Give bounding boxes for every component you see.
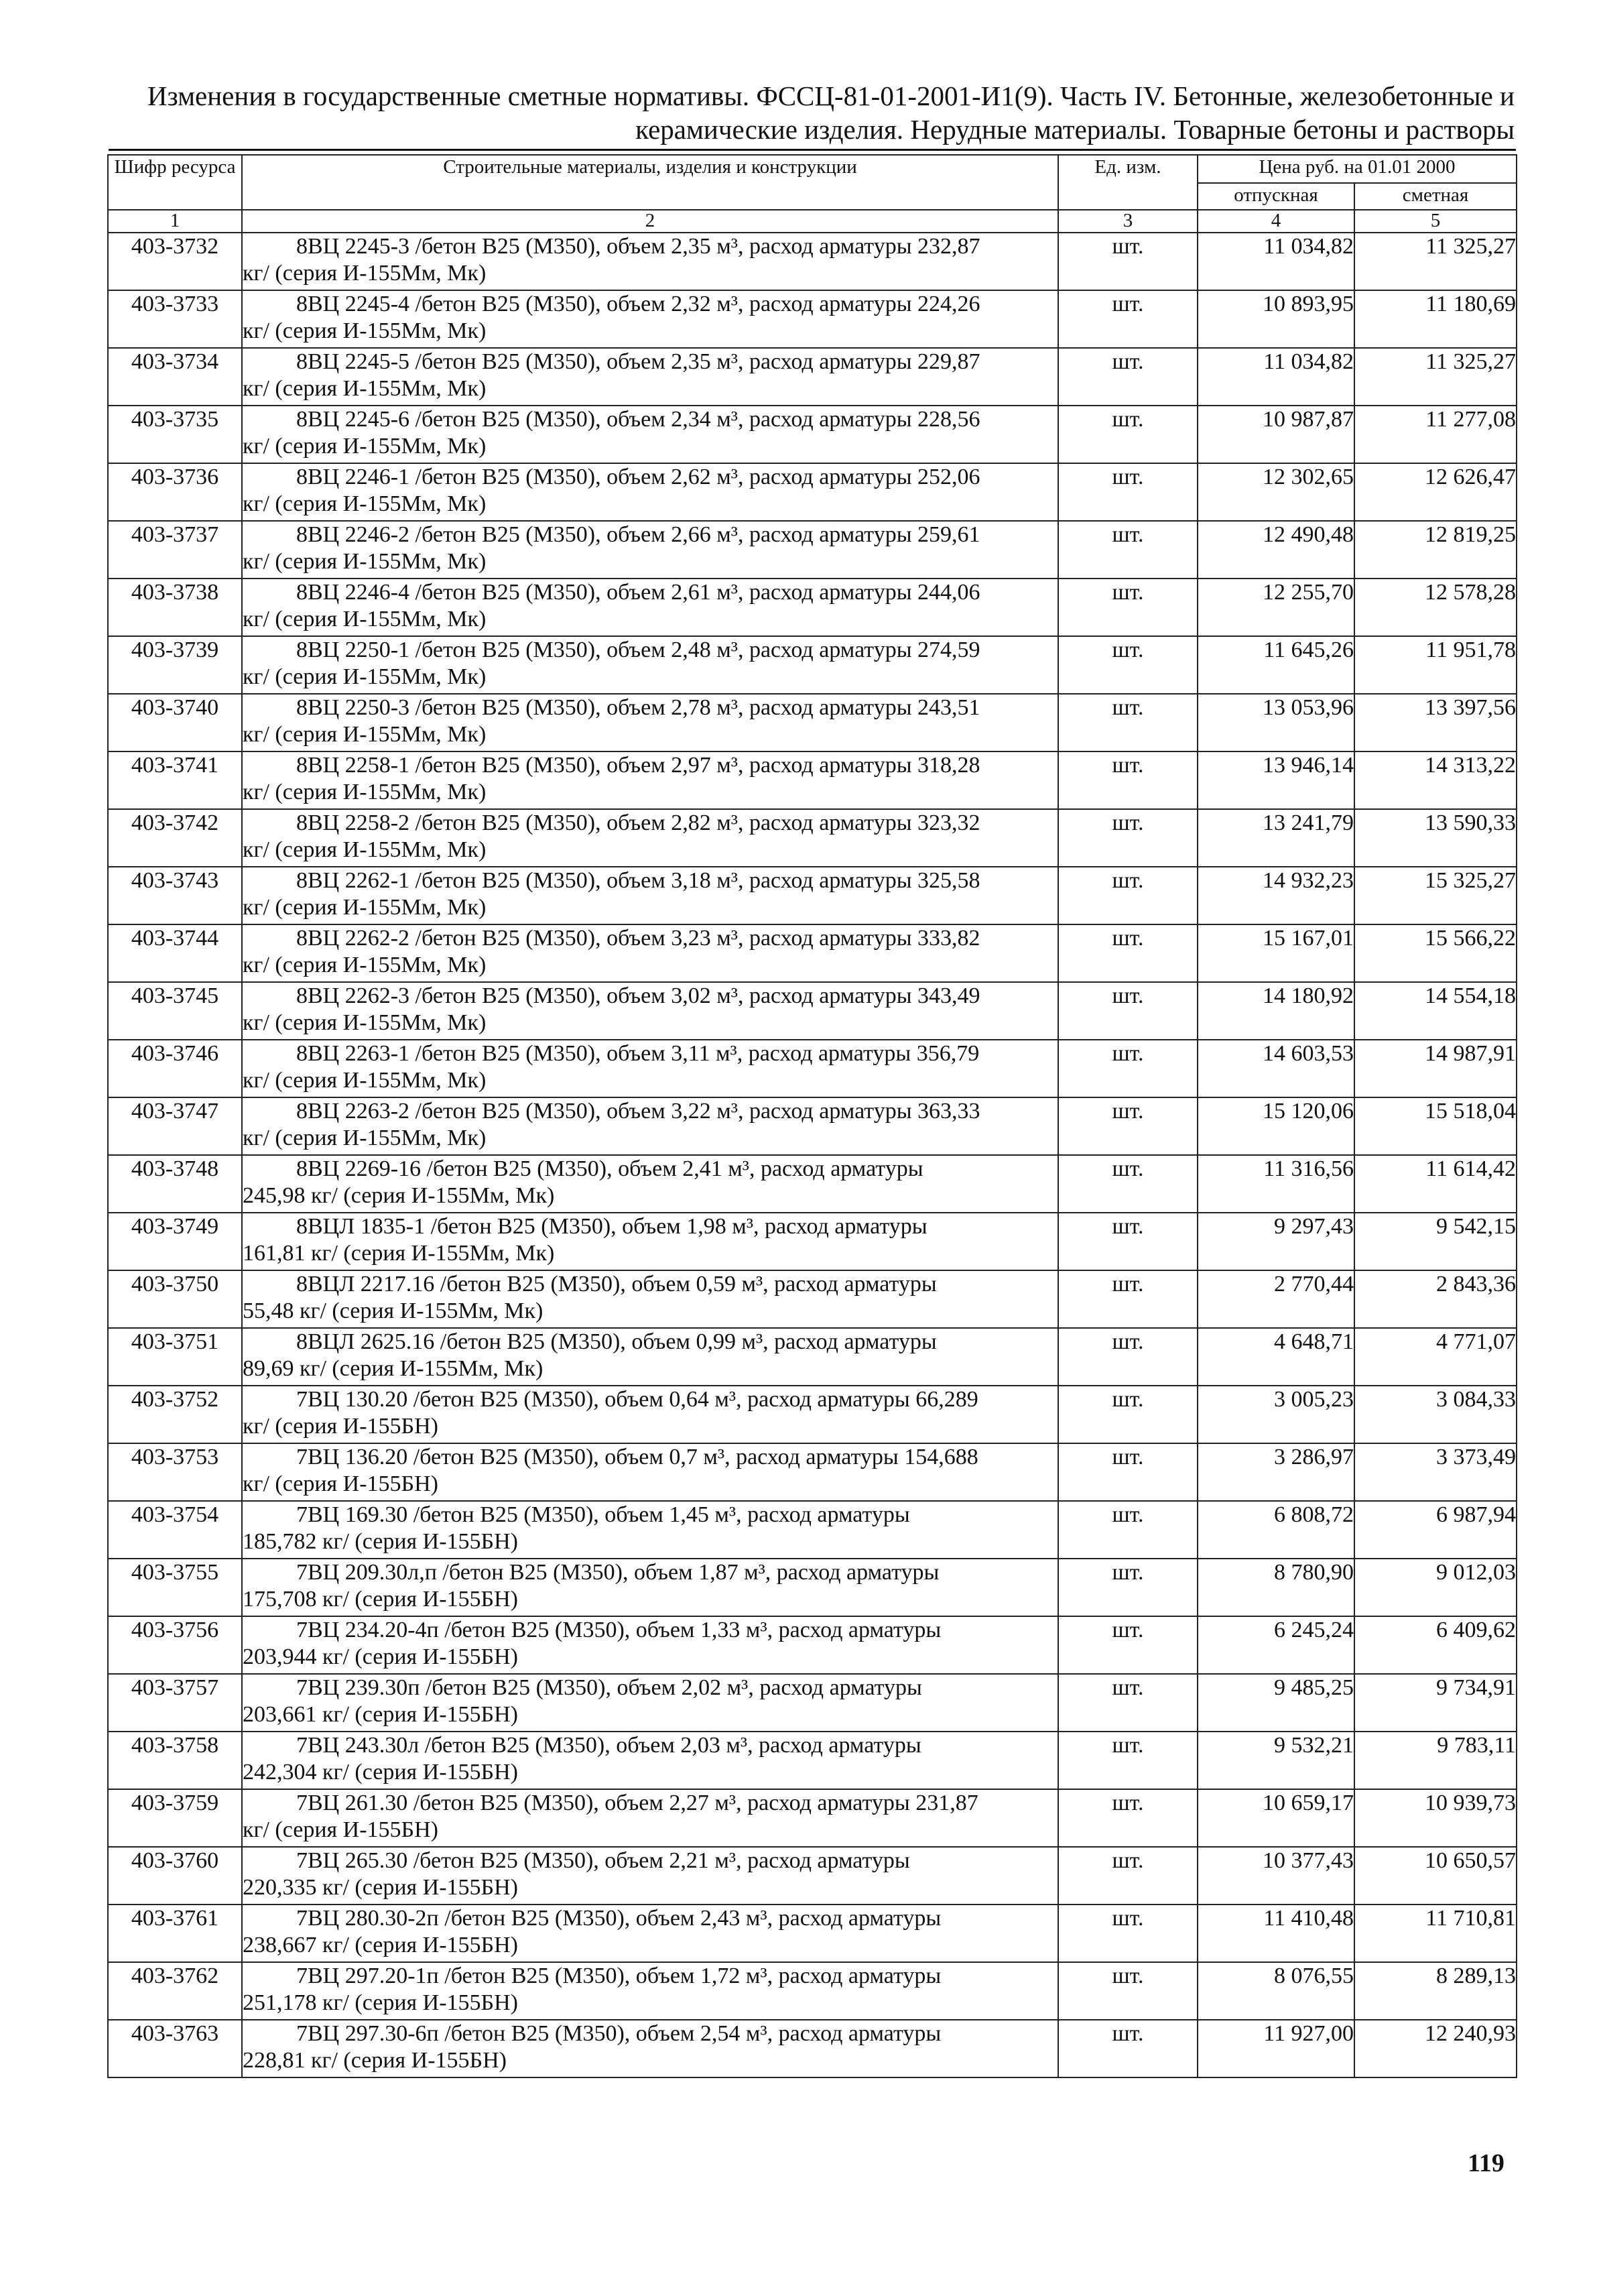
resource-description [242,867,1058,924]
release-price: 12 490,48 [1198,521,1354,579]
unit-of-measure: шт. [1058,348,1198,406]
resource-description [242,1501,1058,1559]
estimate-price: 9 734,91 [1354,1674,1517,1732]
unit-of-measure: шт. [1058,1155,1198,1213]
column-number: 2 [242,210,1058,233]
release-price: 11 927,00 [1198,2020,1354,2077]
column-number: 5 [1354,210,1517,233]
description-line-1: 7ВЦ 209.30л,п /бетон В25 (М350), объем 1,87 м³, расход арматуры [296,1560,940,1585]
table-row [108,406,1517,463]
resource-description [242,1847,1058,1905]
resource-description [242,233,1058,290]
column-number: 4 [1198,210,1354,233]
table-row [108,1847,1517,1905]
unit-of-measure: шт. [1058,406,1198,463]
header-rule [109,149,1516,151]
estimate-price: 15 566,22 [1354,924,1517,982]
page-number: 119 [1468,2149,1505,2177]
table-row [108,1501,1517,1559]
estimate-price: 9 542,15 [1354,1213,1517,1270]
resource-description [242,1213,1058,1270]
table-row [108,867,1517,924]
description-line-2: кг/ (серия И-155Мм, Мк) [243,434,487,459]
estimate-price: 9 012,03 [1354,1559,1517,1616]
estimate-price: 14 313,22 [1354,751,1517,809]
unit-of-measure: шт. [1058,1616,1198,1674]
description-line-2: кг/ (серия И-155Мм, Мк) [243,607,487,631]
description-line-1: 7ВЦ 243.30л /бетон В25 (М350), объем 2,03 м³, расход арматуры [296,1733,921,1758]
release-price: 11 034,82 [1198,233,1354,290]
description-line-2: 220,335 кг/ (серия И-155БН) [243,1875,518,1900]
description-line-1: 8ВЦ 2250-1 /бетон В25 (М350), объем 2,48 м³, расход арматуры 274,59 [296,638,980,662]
table-row [108,809,1517,867]
description-line-1: 8ВЦ 2245-5 /бетон В25 (М350), объем 2,35 м³, расход арматуры 229,87 [296,349,980,374]
resource-description [242,1328,1058,1386]
unit-of-measure: шт. [1058,1501,1198,1559]
description-line-1: 8ВЦ 2262-2 /бетон В25 (М350), объем 3,23 м³, расход арматуры 333,82 [296,926,980,951]
unit-of-measure: шт. [1058,1328,1198,1386]
unit-of-measure: шт. [1058,1732,1198,1789]
resource-code: 403-3740 [108,694,242,751]
release-price: 10 893,95 [1198,290,1354,348]
description-line-2: 203,944 кг/ (серия И-155БН) [243,1644,518,1669]
unit-of-measure: шт. [1058,1847,1198,1905]
description-line-2: кг/ (серия И-155Мм, Мк) [243,722,487,747]
release-price: 15 167,01 [1198,924,1354,982]
resource-description [242,1732,1058,1789]
unit-of-measure: шт. [1058,521,1198,579]
resource-code: 403-3760 [108,1847,242,1905]
resource-code: 403-3758 [108,1732,242,1789]
estimate-price: 12 578,28 [1354,579,1517,636]
release-price: 8 076,55 [1198,1962,1354,2020]
estimate-price: 4 771,07 [1354,1328,1517,1386]
release-price: 14 603,53 [1198,1040,1354,1097]
table-row [108,1905,1517,1962]
table-row [108,579,1517,636]
release-price: 9 532,21 [1198,1732,1354,1789]
resource-code: 403-3759 [108,1789,242,1847]
description-line-2: кг/ (серия И-155Мм, Мк) [243,376,487,401]
resource-description [242,406,1058,463]
release-price: 6 245,24 [1198,1616,1354,1674]
release-price: 11 316,56 [1198,1155,1354,1213]
description-line-1: 8ВЦ 2246-1 /бетон В25 (М350), объем 2,62 м³, расход арматуры 252,06 [296,465,980,489]
estimate-price: 10 650,57 [1354,1847,1517,1905]
description-line-2: 251,178 кг/ (серия И-155БН) [243,1990,518,2015]
estimate-price: 11 180,69 [1354,290,1517,348]
header-price-group: Цена руб. на 01.01 2000 [1198,155,1517,183]
unit-of-measure: шт. [1058,290,1198,348]
resource-code: 403-3763 [108,2020,242,2077]
unit-of-measure: шт. [1058,1674,1198,1732]
estimate-price: 11 951,78 [1354,636,1517,694]
estimate-price: 11 277,08 [1354,406,1517,463]
estimate-price: 6 987,94 [1354,1501,1517,1559]
header-unit: Ед. изм. [1058,155,1198,210]
resource-description [242,1559,1058,1616]
description-line-1: 7ВЦ 261.30 /бетон В25 (М350), объем 2,27 м³, расход арматуры 231,87 [296,1791,978,1815]
table-row [108,290,1517,348]
unit-of-measure: шт. [1058,579,1198,636]
description-line-2: 161,81 кг/ (серия И-155Мм, Мк) [243,1241,555,1266]
estimate-price: 15 325,27 [1354,867,1517,924]
estimate-price: 12 819,25 [1354,521,1517,579]
description-line-2: 245,98 кг/ (серия И-155Мм, Мк) [243,1183,555,1208]
unit-of-measure: шт. [1058,924,1198,982]
description-line-1: 8ВЦ 2258-1 /бетон В25 (М350), объем 2,97 м³, расход арматуры 318,28 [296,753,980,778]
resource-code: 403-3746 [108,1040,242,1097]
unit-of-measure: шт. [1058,1040,1198,1097]
header-code: Шифр ресурса [108,155,242,210]
resource-description [242,1097,1058,1155]
estimate-price: 13 590,33 [1354,809,1517,867]
release-price: 9 297,43 [1198,1213,1354,1270]
description-line-1: 8ВЦ 2245-6 /бетон В25 (М350), объем 2,34 м³, расход арматуры 228,56 [296,407,980,432]
header-line-1: Изменения в государственные сметные нормативы. ФССЦ-81-01-2001-И1(9). Часть IV. Бетонные, железобетонные и [147,80,1515,111]
resource-description [242,809,1058,867]
unit-of-measure: шт. [1058,2020,1198,2077]
header-estimate-price: сметная [1354,183,1517,210]
resource-code: 403-3754 [108,1501,242,1559]
description-line-2: кг/ (серия И-155Мм, Мк) [243,549,487,574]
description-line-2: кг/ (серия И-155Мм, Мк) [243,664,487,689]
resource-description [242,1155,1058,1213]
table-row [108,2020,1517,2077]
description-line-2: кг/ (серия И-155Мм, Мк) [243,261,487,286]
resource-code: 403-3737 [108,521,242,579]
release-price: 14 932,23 [1198,867,1354,924]
release-price: 4 648,71 [1198,1328,1354,1386]
resource-description [242,751,1058,809]
resource-code: 403-3751 [108,1328,242,1386]
table-row [108,1270,1517,1328]
resource-description [242,1905,1058,1962]
estimate-price: 2 843,36 [1354,1270,1517,1328]
table-row [108,1443,1517,1501]
resource-code: 403-3747 [108,1097,242,1155]
resource-description [242,1789,1058,1847]
release-price: 10 377,43 [1198,1847,1354,1905]
description-line-1: 8ВЦ 2246-2 /бетон В25 (М350), объем 2,66 м³, расход арматуры 259,61 [296,522,980,547]
description-line-2: кг/ (серия И-155БН) [243,1414,438,1439]
description-line-2: кг/ (серия И-155БН) [243,1817,438,1842]
estimate-price: 3 373,49 [1354,1443,1517,1501]
estimate-price: 11 325,27 [1354,233,1517,290]
release-price: 11 645,26 [1198,636,1354,694]
resource-description [242,348,1058,406]
resource-code: 403-3752 [108,1386,242,1443]
table-row [108,1789,1517,1847]
resource-code: 403-3741 [108,751,242,809]
description-line-1: 8ВЦ 2262-3 /бетон В25 (М350), объем 3,02 м³, расход арматуры 343,49 [296,983,980,1008]
description-line-1: 8ВЦ 2246-4 /бетон В25 (М350), объем 2,61 м³, расход арматуры 244,06 [296,580,980,605]
estimate-price: 11 710,81 [1354,1905,1517,1962]
unit-of-measure: шт. [1058,1789,1198,1847]
release-price: 12 255,70 [1198,579,1354,636]
description-line-1: 7ВЦ 297.30-6п /бетон В25 (М350), объем 2,54 м³, расход арматуры [296,2021,942,2046]
release-price: 10 659,17 [1198,1789,1354,1847]
description-line-1: 7ВЦ 265.30 /бетон В25 (М350), объем 2,21 м³, расход арматуры [296,1848,910,1873]
resource-description [242,579,1058,636]
unit-of-measure: шт. [1058,636,1198,694]
release-price: 6 808,72 [1198,1501,1354,1559]
resource-description [242,924,1058,982]
unit-of-measure: шт. [1058,809,1198,867]
unit-of-measure: шт. [1058,233,1198,290]
resource-description [242,1386,1058,1443]
release-price: 9 485,25 [1198,1674,1354,1732]
description-line-2: 175,708 кг/ (серия И-155БН) [243,1587,518,1612]
unit-of-measure: шт. [1058,1097,1198,1155]
description-line-1: 7ВЦ 239.30п /бетон В25 (М350), объем 2,02 м³, расход арматуры [296,1675,922,1700]
resource-code: 403-3757 [108,1674,242,1732]
release-price: 11 034,82 [1198,348,1354,406]
resource-code: 403-3748 [108,1155,242,1213]
description-line-2: кг/ (серия И-155Мм, Мк) [243,318,487,343]
description-line-2: 89,69 кг/ (серия И-155Мм, Мк) [243,1356,543,1381]
release-price: 8 780,90 [1198,1559,1354,1616]
resource-description [242,1270,1058,1328]
resource-description [242,521,1058,579]
estimate-price: 8 289,13 [1354,1962,1517,2020]
description-line-2: кг/ (серия И-155Мм, Мк) [243,895,487,920]
resource-description [242,982,1058,1040]
release-price: 12 302,65 [1198,463,1354,521]
estimate-price: 12 240,93 [1354,2020,1517,2077]
resource-description [242,1040,1058,1097]
document-header [134,79,1515,146]
description-line-1: 7ВЦ 136.20 /бетон В25 (М350), объем 0,7 м³, расход арматуры 154,688 [296,1445,978,1469]
table-row [108,348,1517,406]
resource-code: 403-3756 [108,1616,242,1674]
resource-code: 403-3736 [108,463,242,521]
unit-of-measure: шт. [1058,1270,1198,1328]
unit-of-measure: шт. [1058,982,1198,1040]
estimate-price: 10 939,73 [1354,1789,1517,1847]
resource-code: 403-3749 [108,1213,242,1270]
unit-of-measure: шт. [1058,1213,1198,1270]
unit-of-measure: шт. [1058,463,1198,521]
description-line-2: кг/ (серия И-155Мм, Мк) [243,780,487,804]
release-price: 11 410,48 [1198,1905,1354,1962]
table-row [108,463,1517,521]
release-price: 3 005,23 [1198,1386,1354,1443]
description-line-2: 228,81 кг/ (серия И-155БН) [243,2048,507,2073]
table-row [108,1040,1517,1097]
description-line-2: 185,782 кг/ (серия И-155БН) [243,1529,518,1554]
description-line-1: 7ВЦ 297.20-1п /бетон В25 (М350), объем 1,72 м³, расход арматуры [296,1963,942,1988]
resource-description [242,1962,1058,2020]
resource-code: 403-3733 [108,290,242,348]
description-line-1: 8ВЦ 2263-2 /бетон В25 (М350), объем 3,22 м³, расход арматуры 363,33 [296,1099,980,1124]
description-line-1: 7ВЦ 169.30 /бетон В25 (М350), объем 1,45 м³, расход арматуры [296,1502,910,1527]
release-price: 10 987,87 [1198,406,1354,463]
resource-code: 403-3732 [108,233,242,290]
column-number: 1 [108,210,242,233]
release-price: 3 286,97 [1198,1443,1354,1501]
description-line-2: 203,661 кг/ (серия И-155БН) [243,1702,518,1727]
resource-code: 403-3762 [108,1962,242,2020]
column-number: 3 [1058,210,1198,233]
resource-code: 403-3744 [108,924,242,982]
release-price: 2 770,44 [1198,1270,1354,1328]
table-row [108,521,1517,579]
resource-description [242,694,1058,751]
table-row [108,1674,1517,1732]
release-price: 13 053,96 [1198,694,1354,751]
table-row [108,924,1517,982]
table-row [108,751,1517,809]
description-line-2: кг/ (серия И-155Мм, Мк) [243,491,487,516]
table-row [108,1732,1517,1789]
estimate-price: 11 614,42 [1354,1155,1517,1213]
table-row [108,694,1517,751]
description-line-2: кг/ (серия И-155Мм, Мк) [243,1068,487,1093]
table-row [108,982,1517,1040]
resource-description [242,463,1058,521]
table-row [108,1097,1517,1155]
description-line-1: 8ВЦ 2245-3 /бетон В25 (М350), объем 2,35 м³, расход арматуры 232,87 [296,234,980,259]
unit-of-measure: шт. [1058,694,1198,751]
description-line-2: 242,304 кг/ (серия И-155БН) [243,1760,518,1785]
unit-of-measure: шт. [1058,1559,1198,1616]
estimate-price: 11 325,27 [1354,348,1517,406]
estimate-price: 9 783,11 [1354,1732,1517,1789]
resource-code: 403-3739 [108,636,242,694]
description-line-1: 8ВЦЛ 1835-1 /бетон В25 (М350), объем 1,98 м³, расход арматуры [296,1214,928,1239]
description-line-2: кг/ (серия И-155Мм, Мк) [243,953,487,977]
table-row [108,233,1517,290]
release-price: 13 241,79 [1198,809,1354,867]
resource-code: 403-3745 [108,982,242,1040]
description-line-2: кг/ (серия И-155Мм, Мк) [243,1126,487,1150]
header-name: Строительные материалы, изделия и конструкции [242,155,1058,210]
description-line-1: 8ВЦЛ 2217.16 /бетон В25 (М350), объем 0,59 м³, расход арматуры [296,1272,937,1296]
description-line-1: 8ВЦ 2262-1 /бетон В25 (М350), объем 3,18 м³, расход арматуры 325,58 [296,868,980,893]
table-row [108,1616,1517,1674]
unit-of-measure: шт. [1058,867,1198,924]
release-price: 13 946,14 [1198,751,1354,809]
resource-code: 403-3750 [108,1270,242,1328]
table-row [108,1962,1517,2020]
description-line-2: кг/ (серия И-155Мм, Мк) [243,1010,487,1035]
unit-of-measure: шт. [1058,751,1198,809]
description-line-1: 8ВЦ 2269-16 /бетон В25 (М350), объем 2,41 м³, расход арматуры [296,1156,923,1181]
estimate-price: 3 084,33 [1354,1386,1517,1443]
table-row [108,1559,1517,1616]
table-row [108,636,1517,694]
description-line-1: 8ВЦ 2250-3 /бетон В25 (М350), объем 2,78 м³, расход арматуры 243,51 [296,695,980,720]
estimate-price: 14 987,91 [1354,1040,1517,1097]
unit-of-measure: шт. [1058,1443,1198,1501]
resource-price-table [107,154,1517,2078]
resource-description [242,2020,1058,2077]
resource-description [242,290,1058,348]
description-line-2: кг/ (серия И-155Мм, Мк) [243,837,487,862]
release-price: 14 180,92 [1198,982,1354,1040]
unit-of-measure: шт. [1058,1905,1198,1962]
unit-of-measure: шт. [1058,1386,1198,1443]
description-line-1: 8ВЦ 2263-1 /бетон В25 (М350), объем 3,11 м³, расход арматуры 356,79 [296,1041,980,1066]
resource-code: 403-3738 [108,579,242,636]
table-row [108,1328,1517,1386]
description-line-2: 55,48 кг/ (серия И-155Мм, Мк) [243,1298,543,1323]
release-price: 15 120,06 [1198,1097,1354,1155]
resource-code: 403-3755 [108,1559,242,1616]
description-line-2: кг/ (серия И-155БН) [243,1471,438,1496]
description-line-1: 8ВЦ 2258-2 /бетон В25 (М350), объем 2,82 м³, расход арматуры 323,32 [296,810,980,835]
header-line-2: керамические изделия. Нерудные материалы. Товарные бетоны и растворы [635,114,1515,145]
resource-code: 403-3761 [108,1905,242,1962]
table-row [108,1386,1517,1443]
description-line-1: 8ВЦЛ 2625.16 /бетон В25 (М350), объем 0,99 м³, расход арматуры [296,1329,937,1354]
table-row [108,1213,1517,1270]
header-release-price: отпускная [1198,183,1354,210]
description-line-1: 8ВЦ 2245-4 /бетон В25 (М350), объем 2,32 м³, расход арматуры 224,26 [296,292,980,316]
table-body [108,233,1517,2077]
resource-code: 403-3753 [108,1443,242,1501]
resource-description [242,1674,1058,1732]
description-line-2: 238,667 кг/ (серия И-155БН) [243,1933,518,1957]
resource-description [242,636,1058,694]
estimate-price: 6 409,62 [1354,1616,1517,1674]
estimate-price: 12 626,47 [1354,463,1517,521]
unit-of-measure: шт. [1058,1962,1198,2020]
description-line-1: 7ВЦ 234.20-4п /бетон В25 (М350), объем 1,33 м³, расход арматуры [296,1618,942,1642]
resource-code: 403-3735 [108,406,242,463]
estimate-price: 13 397,56 [1354,694,1517,751]
table-row [108,1155,1517,1213]
estimate-price: 14 554,18 [1354,982,1517,1040]
resource-code: 403-3742 [108,809,242,867]
description-line-1: 7ВЦ 280.30-2п /бетон В25 (М350), объем 2,43 м³, расход арматуры [296,1906,942,1931]
description-line-1: 7ВЦ 130.20 /бетон В25 (М350), объем 0,64 м³, расход арматуры 66,289 [296,1387,978,1412]
resource-description [242,1616,1058,1674]
resource-description [242,1443,1058,1501]
resource-code: 403-3734 [108,348,242,406]
resource-code: 403-3743 [108,867,242,924]
estimate-price: 15 518,04 [1354,1097,1517,1155]
